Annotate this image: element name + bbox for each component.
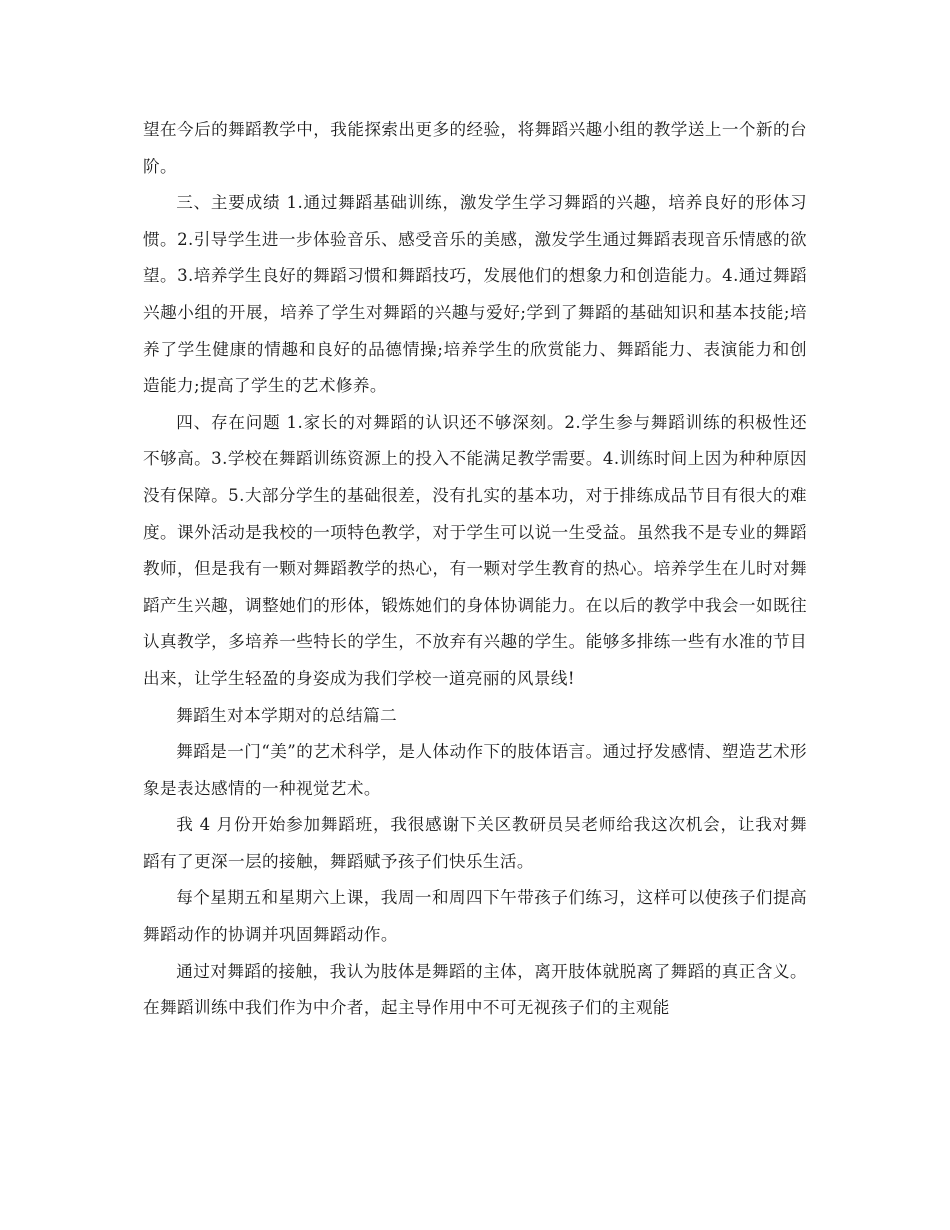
paragraph-body-language: 通过对舞蹈的接触，我认为肢体是舞蹈的主体，离开肢体就脱离了舞蹈的真正含义。在舞蹈训练中我们作为中介者，起主导作用中不可无视孩子们的主观能 bbox=[143, 961, 807, 1018]
paragraph-existing-problems: 四、存在问题 1.家长的对舞蹈的认识还不够深刻。2.学生参与舞蹈训练的积极性还不够高。3.学校在舞蹈训练资源上的投入不能满足教学需要。4.训练时间上因为种种原因没有保障。5.大部分学生的基础很差，没有扎实的基本功，对于排练成品节目有很大的难度。课外活动是我校的一项特色教学，对于学生可以说一生受益。虽然我不是专业的舞蹈教师，但是我有一颗对舞蹈教学的热心，有一颗对学生教育的热心。培养学生在儿时对舞蹈产生兴趣，调整她们的形体，锻炼她们的身体协调能力。在以后的教学中我会一如既往认真教学，多培养一些特长的学生，不放弃有兴趣的学生。能够多排练一些有水准的节目出来，让学生轻盈的身姿成为我们学校一道亮丽的风景线! bbox=[143, 412, 807, 688]
paragraph-main-achievements: 三、主要成绩 1.通过舞蹈基础训练，激发学生学习舞蹈的兴趣，培养良好的形体习惯。2.引导学生进一步体验音乐、感受音乐的美感，激发学生通过舞蹈表现音乐情感的欲望。3.培养学生良好的舞蹈习惯和舞蹈技巧，发展他们的想象力和创造能力。4.通过舞蹈兴趣小组的开展，培养了学生对舞蹈的兴趣与爱好;学到了舞蹈的基础知识和基本技能;培养了学生健康的情趣和良好的品德情操;培养学生的欣赏能力、舞蹈能力、表演能力和创造能力;提高了学生的艺术修养。 bbox=[143, 193, 807, 396]
paragraph-continuation: 望在今后的舞蹈教学中，我能探索出更多的经验，将舞蹈兴趣小组的教学送上一个新的台阶。 bbox=[143, 120, 807, 176]
paragraph-joining-class: 我 4 月份开始参加舞蹈班，我很感谢下关区教研员吴老师给我这次机会，让我对舞蹈有了更深一层的接触，舞蹈赋予孩子们快乐生活。 bbox=[143, 815, 807, 871]
section-heading: 舞蹈生对本学期对的总结篇二 bbox=[176, 705, 398, 725]
paragraph-schedule: 每个星期五和星期六上课，我周一和周四下午带孩子们练习，这样可以使孩子们提高舞蹈动作的协调并巩固舞蹈动作。 bbox=[143, 888, 807, 945]
document-body bbox=[143, 112, 807, 1027]
paragraph-dance-definition: 舞蹈是一门“美”的艺术科学，是人体动作下的肢体语言。通过抒发感情、塑造艺术形象是表达感情的一种视觉艺术。 bbox=[143, 742, 807, 798]
